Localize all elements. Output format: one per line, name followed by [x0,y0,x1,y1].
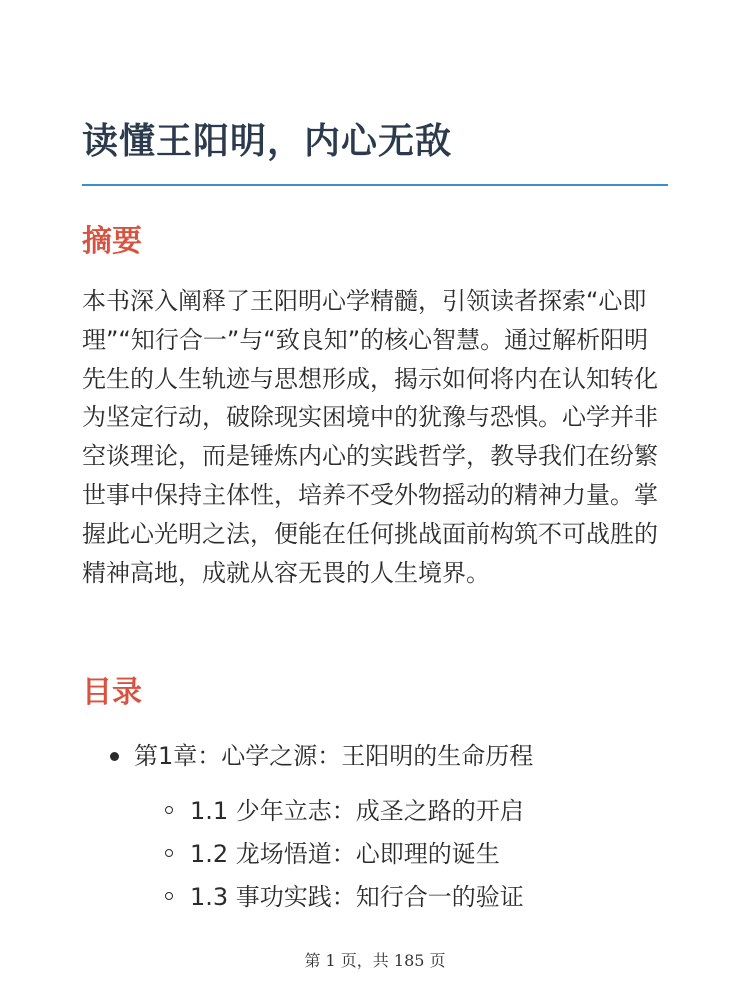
toc-chapter-label: 第1章：心学之源：王阳明的生命历程 [134,742,534,770]
abstract-paragraph: 本书深入阐释了王阳明心学精髓，引领读者探索“心即理”“知行合一”与“致良知”的核心智慧。通过解析阳明先生的人生轨迹与思想形成，揭示如何将内在认知转化为坚定行动，破除现实困境中的犹豫与恐惧。心学并非空谈理论，而是锤炼内心的实践哲学，教导我们在纷繁世事中保持主体性，培养不受外物摇动的精神力量。掌握此心光明之法，便能在任何挑战面前构筑不可战胜的精神高地，成就从容无畏的人生境界。 [82,287,658,587]
abstract-heading: 摘要 [82,224,142,259]
toc-subsection-1-1 [82,790,668,833]
toc-subsection-label: 1.1 少年立志：成圣之路的开启 [190,797,524,825]
bullet-circle-icon [165,806,173,814]
toc-heading: 目录 [82,675,142,710]
toc-chapter-1 [82,734,668,919]
book-title: 读懂王阳明，内心无敌 [82,121,453,162]
toc-subsection-1-3 [82,876,668,919]
toc-subsection-1-2 [82,833,668,876]
bullet-circle-icon [165,849,173,857]
table-of-contents [82,734,668,919]
toc-subsection-label: 1.2 龙场悟道：心即理的诞生 [190,840,500,868]
toc-subsection-list [134,790,668,919]
bullet-disc-icon [110,752,119,761]
title-divider [82,184,668,186]
toc-subsection-label: 1.3 事功实践：知行合一的验证 [190,883,524,911]
page-footer: 第 1 页，共 185 页 [304,951,446,970]
bullet-circle-icon [165,892,173,900]
